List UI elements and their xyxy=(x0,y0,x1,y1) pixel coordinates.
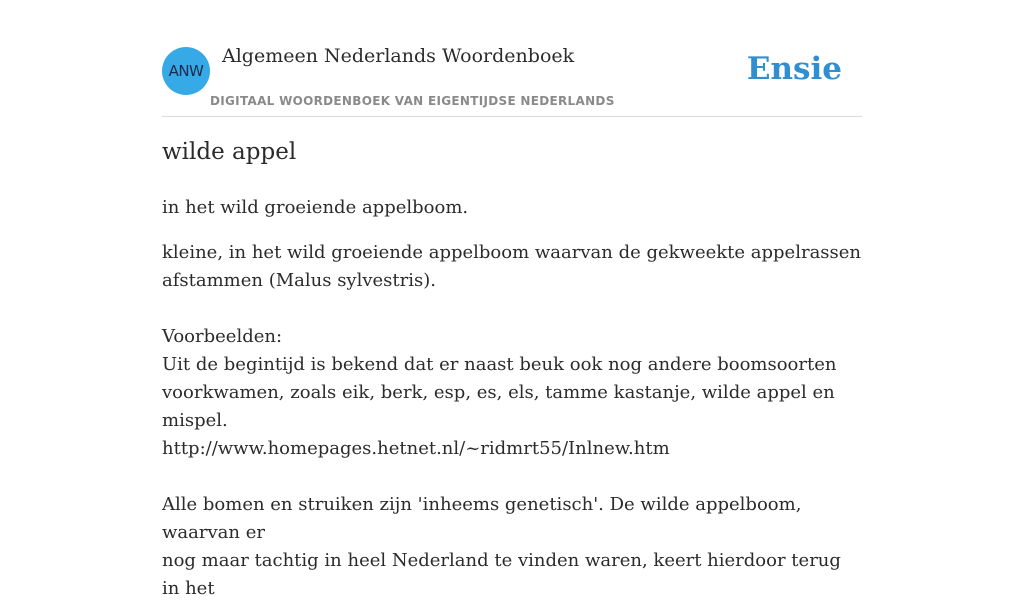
anw-logo[interactable]: ANW xyxy=(162,47,210,95)
site-subtitle: DIGITAAL WOORDENBOEK VAN EIGENTIJDSE NEDERLANDS xyxy=(210,94,615,108)
ensie-brand-logo[interactable]: Ensie xyxy=(746,51,842,87)
example-text-line: voorkwamen, zoals eik, berk, esp, es, els, tamme kastanje, wilde appel en mispel. xyxy=(162,382,835,431)
page xyxy=(162,0,862,599)
short-definition: in het wild groeiende appelboom. xyxy=(162,197,469,218)
example-text-line: Uit de begintijd is bekend dat er naast beuk ook nog andere boomsoorten xyxy=(162,354,837,375)
long-definition-line: afstammen (Malus sylvestris). xyxy=(162,270,436,291)
spacer xyxy=(162,463,862,491)
example-text-line: Alle bomen en struiken zijn 'inheems genetisch'. De wilde appelboom, waarvan er xyxy=(162,494,802,543)
example-source: http://www.homepages.hetnet.nl/~ridmrt55/Inlnew.htm xyxy=(162,438,670,459)
long-definition-line: kleine, in het wild groeiende appelboom waarvan de gekweekte appelrassen xyxy=(162,242,862,263)
examples-label: Voorbeelden: xyxy=(162,326,283,347)
spacer xyxy=(162,295,862,323)
site-title[interactable]: Algemeen Nederlands Woordenboek xyxy=(222,45,575,67)
site-header xyxy=(162,0,862,117)
long-definition-block xyxy=(162,239,862,603)
entry-word-title: wilde appel xyxy=(162,139,297,165)
example-text-line: nog maar tachtig in heel Nederland te vinden waren, keert hierdoor terug in het xyxy=(162,550,841,599)
